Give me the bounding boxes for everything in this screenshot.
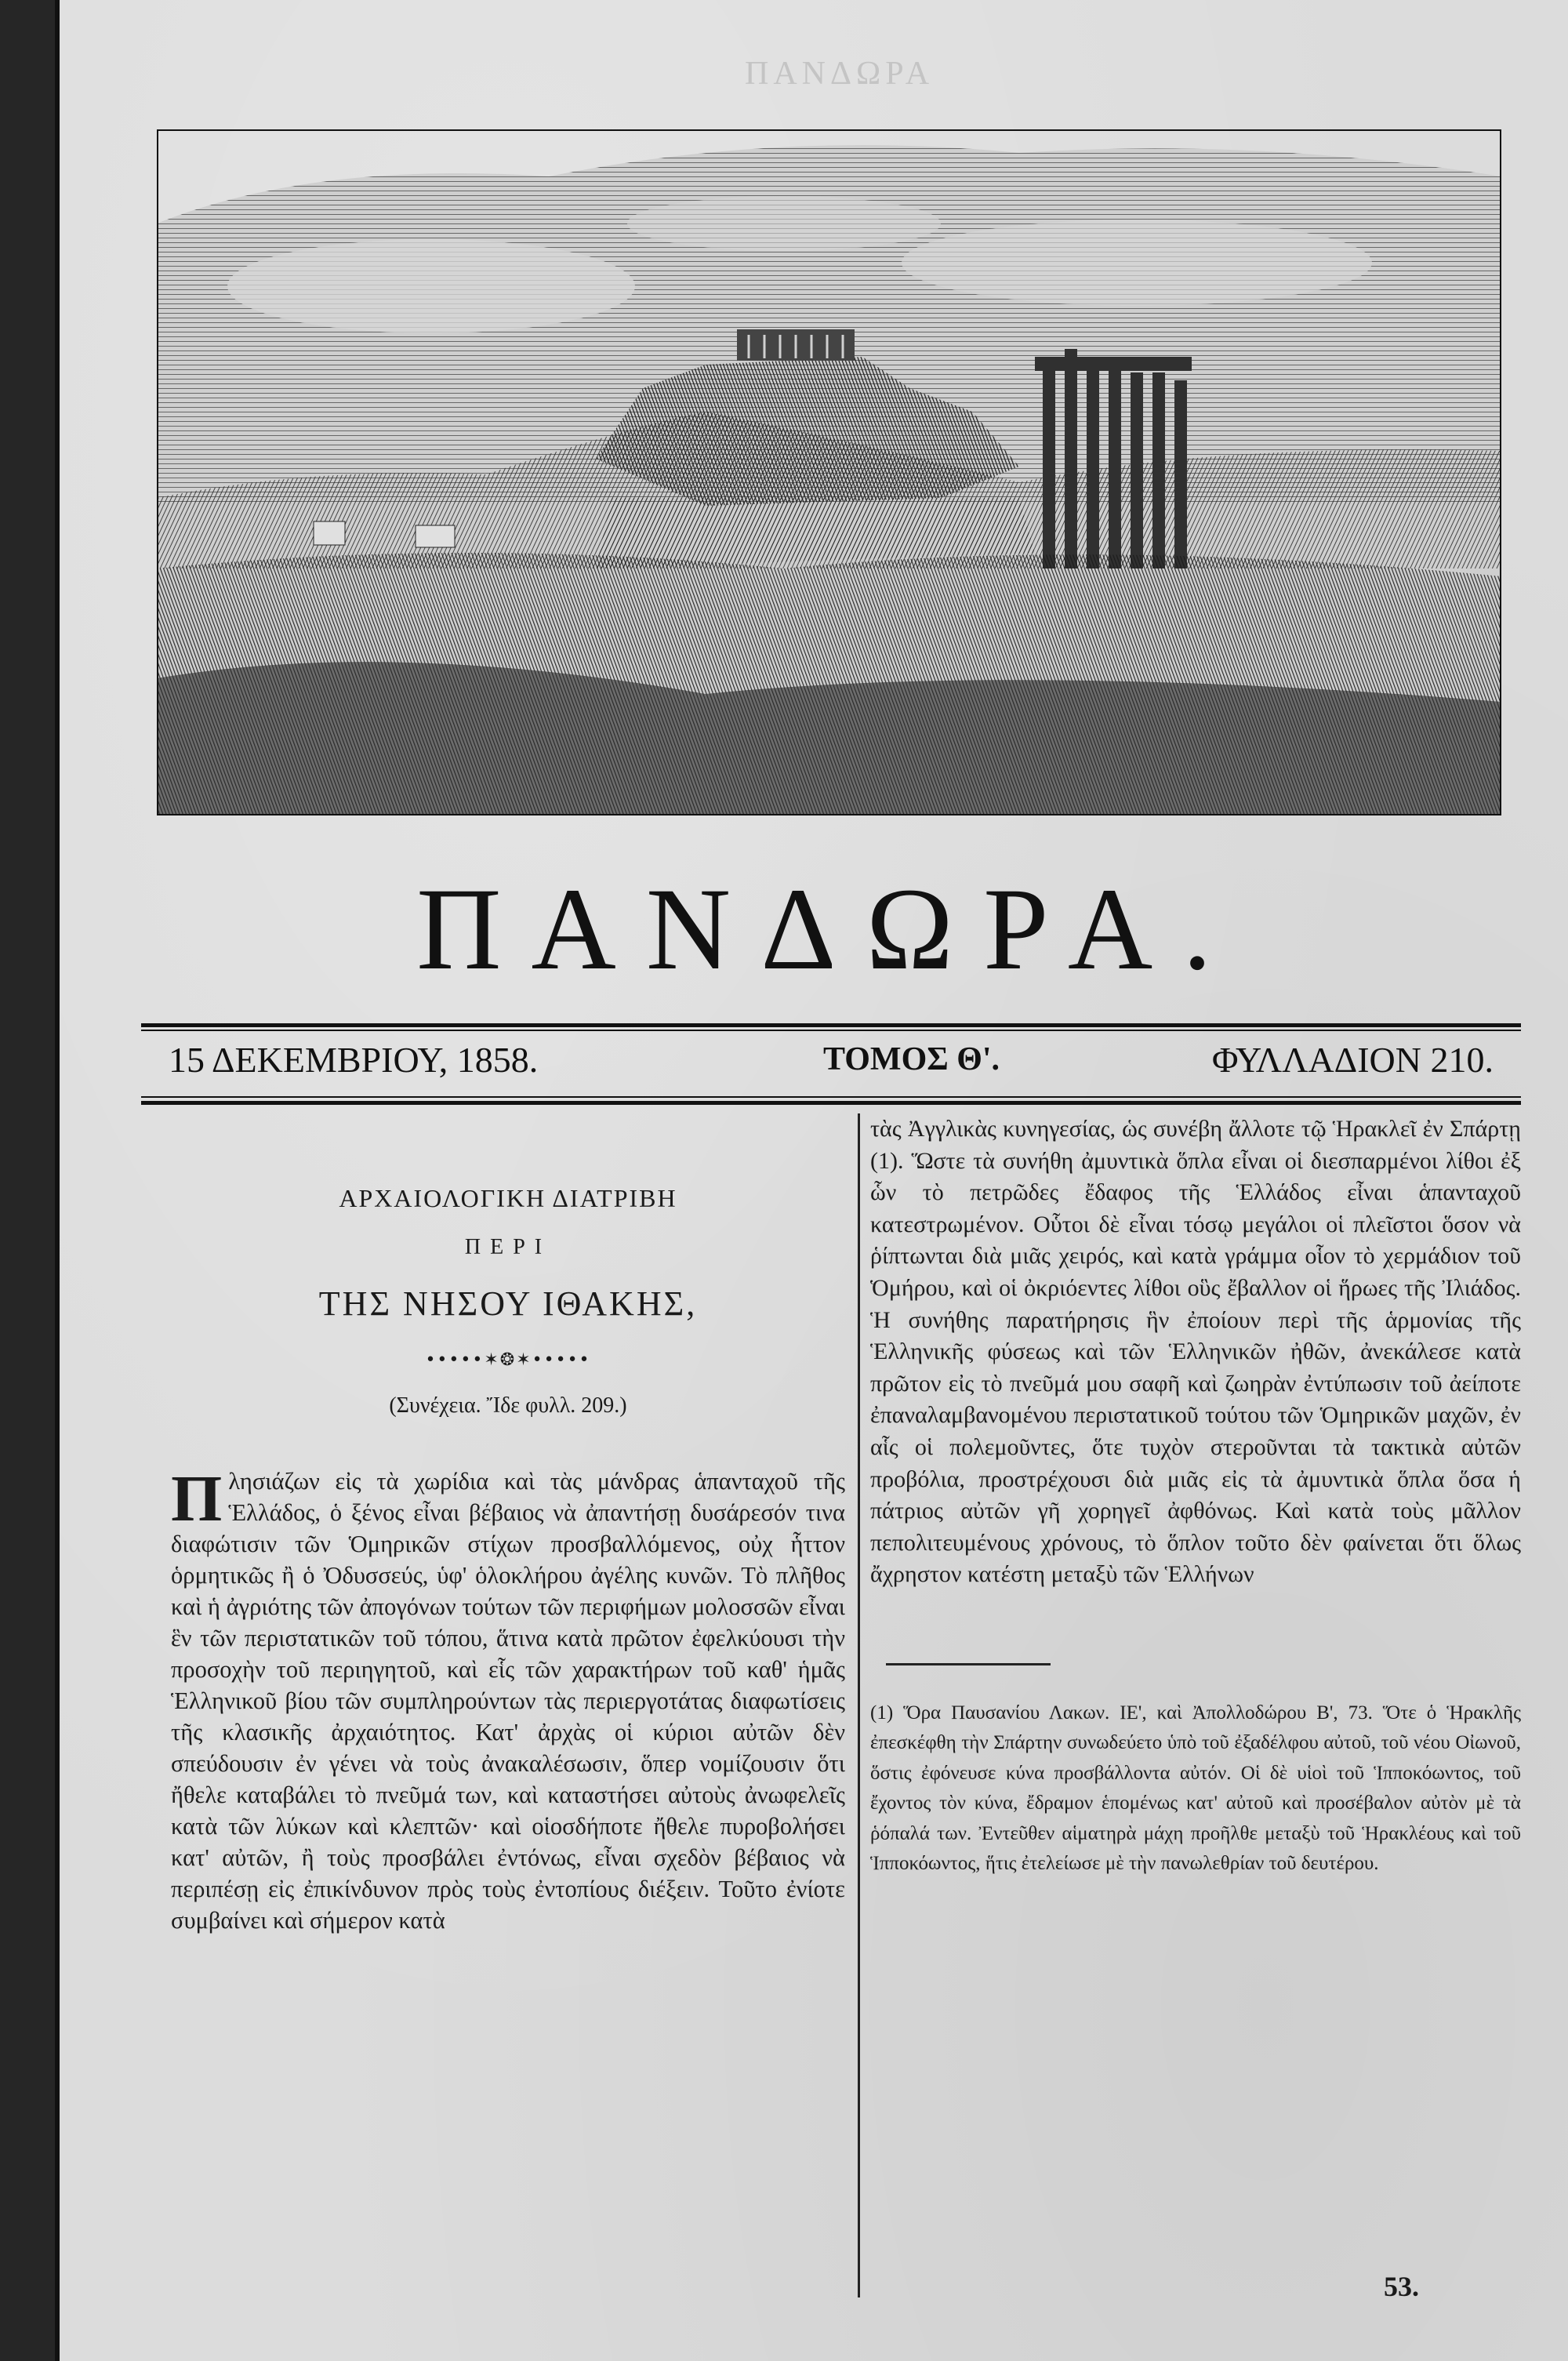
masthead-title: ΠΑΝΔΩΡΑ.: [416, 864, 1242, 994]
volume-number: ΤΟΜΟΣ Θ'.: [823, 1041, 1000, 1077]
binding-edge: [55, 0, 60, 2361]
running-head-bleedthrough: ΠΑΝΔΩΡΑ: [745, 56, 935, 92]
article-title-line3: ΤΗΣ ΝΗΣΟΥ ΙΘΑΚΗΣ,: [318, 1284, 698, 1323]
footnote: (1) Ὅρα Παυσανίου Λακων. ΙΕ', καὶ Ἀπολλοδώρου Β', 73. Ὅτε ὁ Ἡρακλῆς ἐπεσκέφθη τὴν Σπάρτην συνωδεύετο ὑπὸ τοῦ ἐξαδέλφου αὐτοῦ, τοῦ νέου Οἰωνοῦ, ὅστις ἐφόνευσε κύνα προσβάλλοντα αὐτόν. Οἱ δὲ υἱοὶ τοῦ Ἱπποκόωντος, τοῦ ἔχοντος τὸν κύνα, ἔδραμον ἑπομένως κατ' αὐτοῦ καὶ προσέβαλον αὐτὸν μὲ τὰ ῥόπαλά των. Ἐντεῦθεν αἱματηρὰ μάχη προῆλθε μεταξὺ τοῦ Ἡρακλέους καὶ τοῦ Ἱπποκόωντος, ἥτις ἐτελείωσε μὲ τὴν πανωλεθρίαν τοῦ δευτέρου.: [870, 1702, 1521, 1875]
page-number: 53.: [1384, 2271, 1419, 2302]
masthead-rule-top-thin: [141, 1030, 1521, 1031]
left-column: [171, 1145, 845, 1936]
column-divider: [858, 1113, 860, 2297]
dateline-rule-bottom: [141, 1101, 1521, 1105]
right-column: [870, 1113, 1521, 1880]
article-body-left: [171, 1462, 845, 1936]
article-body-right: τὰς Ἀγγλικὰς κυνηγεσίας, ὡς συνέβη ἄλλοτε τῷ Ἡρακλεῖ ἐν Σπάρτῃ (1). Ὥστε τὰ συνήθη ἀμυντικὰ ὅπλα εἶναι οἱ διεσπαρμένοι λίθοι ἐξ ὧν τὸ πετρῶδες ἔδαφος τῆς Ἑλλάδος εἶναι ἁπανταχοῦ κατεστρωμένον. Οὗτοι δὲ εἶναι τόσῳ μεγάλοι οἱ πλεῖστοι ὅσον νὰ ῥίπτωνται διὰ μιᾶς χειρός, καὶ κατὰ γράμμα οἷον τὸ χερμάδιον τοῦ Ὁμήρου, καὶ οἱ ὀκριόεντες λίθοι οὓς ἔβαλλον οἱ ἥρωες τῆς Ἰλιάδος. Ἡ συνήθης παρατήρησις ἣν ἐποίουν περὶ τῆς ἁρμονίας τῆς Ἑλληνικῆς φύσεως καὶ τῶν Ἑλληνικῶν ἠθῶν, ἀνεκάλεσε κατὰ πρῶτον εἰς τὸ πνεῦμά μου σαφῆ καὶ ζωηρὰν ἐντύπωσιν τοῦ ἀείποτε ἐπαναλαμβανομένου περιστατικοῦ τούτου τῶν Ὁμηρικῶν μαχῶν, ἐν αἷς οἱ πολεμοῦντες, ὅτε τυχὸν στεροῦνται τὰ τακτικὰ αὐτῶν προβόλια, προστρέχουσι διὰ μιᾶς εἰς τὰ ἀμυντικὰ ὅπλα ὅσα ἡ πάτριος αὐτῶν γῆ χορηγεῖ ἀφθόνως. Καὶ κατὰ τοὺς μᾶλλον πεπολιτευμένους χρόνους, τὸ ὅπλον τοῦτο δὲν φαίνεται ὅτι ὅλως ἄχρηστον κατέστη μεταξὺ τῶν Ἑλλήνων: [870, 1116, 1521, 1588]
issue-number: ΦΥΛΛΑΔΙΟΝ 210.: [1211, 1040, 1494, 1080]
article-body-left-text: λησιάζων εἰς τὰ χωρίδια καὶ τὰς μάνδρας ἁπανταχοῦ τῆς Ἑλλάδος, ὁ ξένος εἶναι βέβαιος νὰ ἀπαντήσῃ δυσάρεσόν τινα διαφώτισιν τῶν Ὁμηρικῶν στίχων προσβαλλόμενος, οὐχ ἧττον ὁρμητικῶς ἢ ὁ Ὀδυσσεύς, ὑφ' ὁλοκλήρου ἀγέλης κυνῶν. Τὸ πλῆθος καὶ ἡ ἀγριότης τῶν ἀπογόνων τούτων τῶν περιφήμων μολοσσῶν εἶναι ἓν τῶν περιστατικῶν τοῦ τόπου, ἅτινα κατὰ πρῶτον ἐφελκύουσι τὴν προσοχὴν τοῦ περιηγητοῦ, καὶ εἷς τῶν χαρακτήρων τοῦ καθ' ἡμᾶς Ἑλληνικοῦ βίου τῶν συμπληρούντων τὰς περιεργοτάτας διαφωτίσεις τῆς κλασικῆς ἀρχαιότητος. Κατ' ἀρχὰς οἱ κύριοι αὐτῶν δὲν σπεύδουσιν ἐν γένει νὰ τοὺς ἀνακαλέσωσιν, ὅπερ νομίζουσιν ὅτι ἤθελε καταβάλει τὸ πνεῦμά των, καὶ καταστήσει αὐτοὺς ἀνωφελεῖς κατὰ τῶν λύκων καὶ κλεπτῶν· καὶ οἱοσδήποτε ἤθελε πυροβολήσει κατ' αὐτῶν, ἢ τοὺς προσβάλει ἐντόνως, εἶναι σχεδὸν βέβαιος νὰ περιπέσῃ εἰς ἐπικίνδυνον πρὸς τοὺς ἐντοπίους διέξειν. Τοῦτο ἐνίοτε συμβαίνει καὶ σήμερον κατὰ: [171, 1468, 845, 1934]
issue-date: 15 ΔΕΚΕΜΒΡΙΟΥ, 1858.: [169, 1040, 539, 1080]
article-title-line1: ΑΡΧΑΙΟΛΟΓΙΚΗ ΔΙΑΤΡΙΒΗ: [339, 1184, 677, 1212]
acropolis-engraving: [157, 129, 1501, 815]
drop-cap: Π: [171, 1462, 223, 1535]
masthead-rule-top: [141, 1023, 1521, 1027]
article-title-line2: ΠΕΡΙ: [464, 1235, 552, 1259]
dateline-rule-thin: [141, 1096, 1521, 1098]
footnote-rule: [886, 1663, 1051, 1665]
continued-note: (Συνέχεια. Ἴδε φυλλ. 209.): [389, 1393, 627, 1418]
ornament-divider: •••••✶❂✶•••••: [425, 1350, 591, 1370]
newspaper-page: [55, 0, 1568, 2361]
dateline: [169, 1039, 1494, 1086]
